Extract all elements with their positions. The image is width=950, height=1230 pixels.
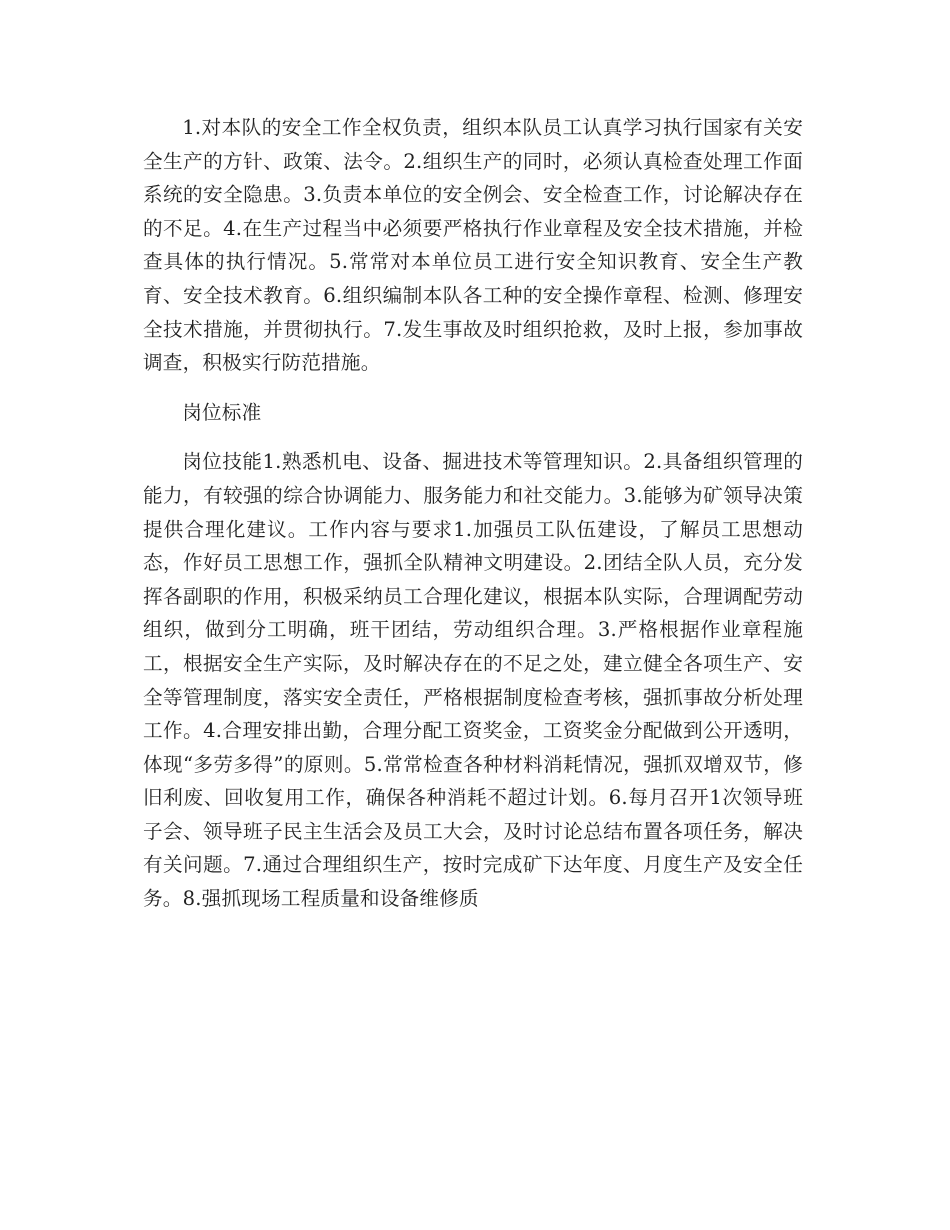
section-heading-post-standard: 岗位标准: [182, 400, 262, 424]
paragraph-post-skills: 岗位技能1.熟悉机电、设备、掘进技术等管理知识。2.具备组织管理的能力，有较强的综合协调能力、服务能力和社交能力。3.能够为矿领导决策提供合理化建议。工作内容与要求1.加强员工队伍建设，了解员工思想动态，作好员工思想工作，强抓全队精神文明建设。2.团结全队人员，充分发挥各副职的作用，积极采纳员工合理化建议，根据本队实际，合理调配劳动组织，做到分工明确，班干团结，劳动组织合理。3.严格根据作业章程施工，根据安全生产实际，及时解决存在的不足之处，建立健全各项生产、安全等管理制度，落实安全责任，严格根据制度检查考核，强抓事故分析处理工作。4.合理安排出勤，合理分配工资奖金，工资奖金分配做到公开透明，体现“多劳多得”的原则。5.常常检查各种材料消耗情况，强抓双增双节，修旧利废、回收复用工作，确保各种消耗不超过计划。6.每月召开1次领导班子会、领导班子民主生活会及员工大会，及时讨论总结布置各项任务，解决有关问题。7.通过合理组织生产，按时完成矿下达年度、月度生产及安全任务。8.强抓现场工程质量和设备维修质: [143, 450, 803, 911]
paragraph-duties: 1.对本队的安全工作全权负责，组织本队员工认真学习执行国家有关安全生产的方针、政策、法令。2.组织生产的同时，必须认真检查处理工作面系统的安全隐患。3.负责本单位的安全例会、安全检查工作，讨论解决存在的不足。4.在生产过程当中必须要严格执行作业章程及安全技术措施，并检查具体的执行情况。5.常常对本单位员工进行安全知识教育、安全生产教育、安全技术教育。6.组织编制本队各工种的安全操作章程、检测、修理安全技术措施，并贯彻执行。7.发生事故及时组织抢救，及时上报，参加事故调查，积极实行防范措施。: [143, 116, 803, 375]
document-body: [143, 111, 803, 916]
